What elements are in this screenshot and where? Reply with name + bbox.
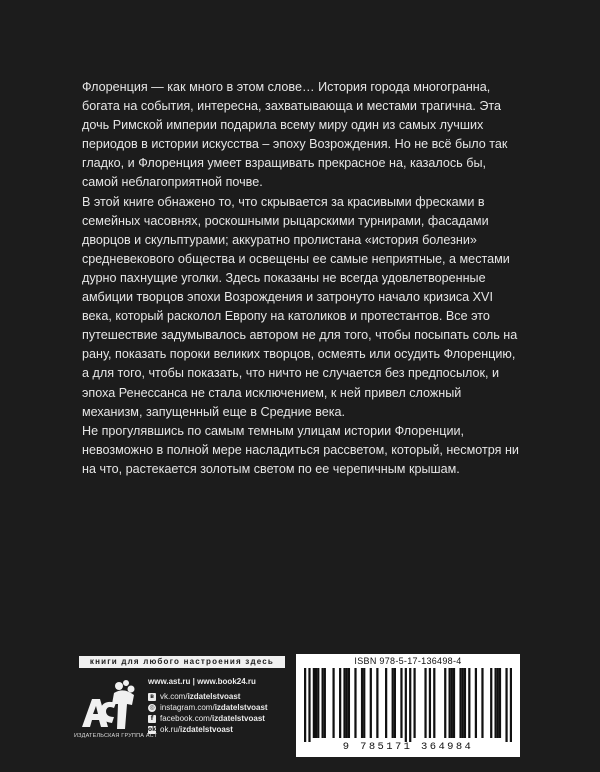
barcode-icon <box>304 668 512 742</box>
barcode-bar <box>348 668 350 738</box>
barcode-bar <box>324 668 326 738</box>
blurb-paragraph-2: В этой книге обнажено то, что скрывается за красивыми фресками в семейных часовнях, роскошными рыцарскими турнирами, фасадами дворцов и скульптурами; аккуратно пролистана «история болезни» средневекового общества и освещены ее самые неприятные, а местами дурно пахнущие уголки. Здесь показаны не всегда удовлетворенные амбиции творцов эпохи Возрождения и затронуто начало кризиса XVI века, который расколол Европу на католиков и протестантов. Все это путешествие задумывалось автором не для того, чтобы посыпать соль на рану, показать пороки великих творцов, осмеять или осудить Флоренцию, а для того, чтобы показать, что ничто не случается без предпосылок, и эпоха Ренессанса не стала исключением, к ней привел сложный механизм, запущенный еще в Средние века. <box>82 194 518 419</box>
barcode-bar <box>343 668 345 738</box>
barcode-bar <box>392 668 394 738</box>
barcode-bar <box>304 668 306 742</box>
barcode-bar <box>475 668 477 738</box>
social-odnoklassniki[interactable]: ok ok.ru/izdatelstvoast <box>148 725 233 734</box>
barcode-bar <box>464 668 466 738</box>
blurb-paragraph-1: Флоренция — как много в этом слове… История города многогранна, богата на события, интересна, захватывающа и местами трагична. Эта дочь Римской империи подарила всему миру один из самых лучших периодов в истории искусства – эпоху Возрождения. Но не всё было так гладко, и Флоренция умеет взращивать прекрасное на, казалось бы, самой неблагоприятной почве. <box>82 80 508 190</box>
barcode-bar <box>505 668 507 742</box>
barcode-bar <box>429 668 431 738</box>
logo-text: ACT <box>109 717 111 718</box>
blurb-paragraph-3: Не прогулявшись по самым темным улицам истории Флоренции, невозможно в полной мере насладиться рассветом, который, несмотря ни на что, растекается золотым светом по ее черепичным крышам. <box>82 423 519 476</box>
barcode-box <box>296 654 520 757</box>
barcode-bar <box>361 668 363 738</box>
barcode-bar <box>409 668 411 742</box>
barcode-bar <box>494 668 496 738</box>
publisher-caption: ИЗДАТЕЛЬСКАЯ ГРУППА АСТ <box>74 733 158 739</box>
barcode-bar <box>394 668 396 738</box>
barcode-bar <box>317 668 319 738</box>
facebook-icon: f <box>148 715 156 723</box>
social-vk[interactable]: в vk.com/izdatelstvoast <box>148 691 288 702</box>
barcode-bar <box>424 668 426 738</box>
barcode-bar <box>332 668 334 738</box>
tagline-bar: книги для любого настроения здесь <box>79 656 285 668</box>
barcode-bar <box>322 668 324 738</box>
barcode-bar <box>413 668 415 738</box>
barcode-bar <box>339 668 341 738</box>
barcode-bar <box>444 668 446 738</box>
ast-logo-icon <box>80 677 138 733</box>
odnoklassniki-icon: ok <box>148 725 157 733</box>
publisher-links <box>148 677 288 735</box>
barcode-bar <box>363 668 365 738</box>
barcode-bar <box>354 668 356 738</box>
barcode-bar <box>346 668 348 738</box>
barcode-bar <box>308 668 310 742</box>
instagram-icon: ◎ <box>149 703 155 711</box>
barcode-bar <box>400 668 402 738</box>
barcode-bar <box>459 668 461 738</box>
barcode-bar <box>481 668 483 738</box>
website-links[interactable]: www.ast.ru | www.book24.ru <box>148 677 256 686</box>
blurb-text <box>82 78 520 479</box>
barcode-bar <box>451 668 453 738</box>
barcode-bar <box>449 668 451 738</box>
barcode-bar <box>510 668 512 742</box>
barcode-bar <box>499 668 501 738</box>
barcode-bar <box>433 668 435 738</box>
barcode-bar <box>453 668 455 738</box>
social-instagram[interactable]: ◎ instagram.com/izdatelstvoast <box>149 703 268 712</box>
barcode-bar <box>490 668 492 738</box>
barcode-digits: 9 785171 364984 <box>342 741 474 753</box>
barcode-bar <box>376 668 378 738</box>
vk-icon: в <box>148 693 156 701</box>
barcode-bar <box>468 668 470 738</box>
barcode-bar <box>385 668 387 738</box>
social-facebook[interactable]: f facebook.com/izdatelstvoast <box>148 713 288 724</box>
barcode-bar <box>370 668 372 738</box>
barcode-bar <box>315 668 317 738</box>
barcode-bar <box>405 668 407 742</box>
isbn-number: ISBN 978-5-17-136498-4 <box>354 656 462 666</box>
barcode-bar <box>313 668 315 738</box>
barcode-bar <box>462 668 464 738</box>
barcode-bar <box>497 668 499 738</box>
